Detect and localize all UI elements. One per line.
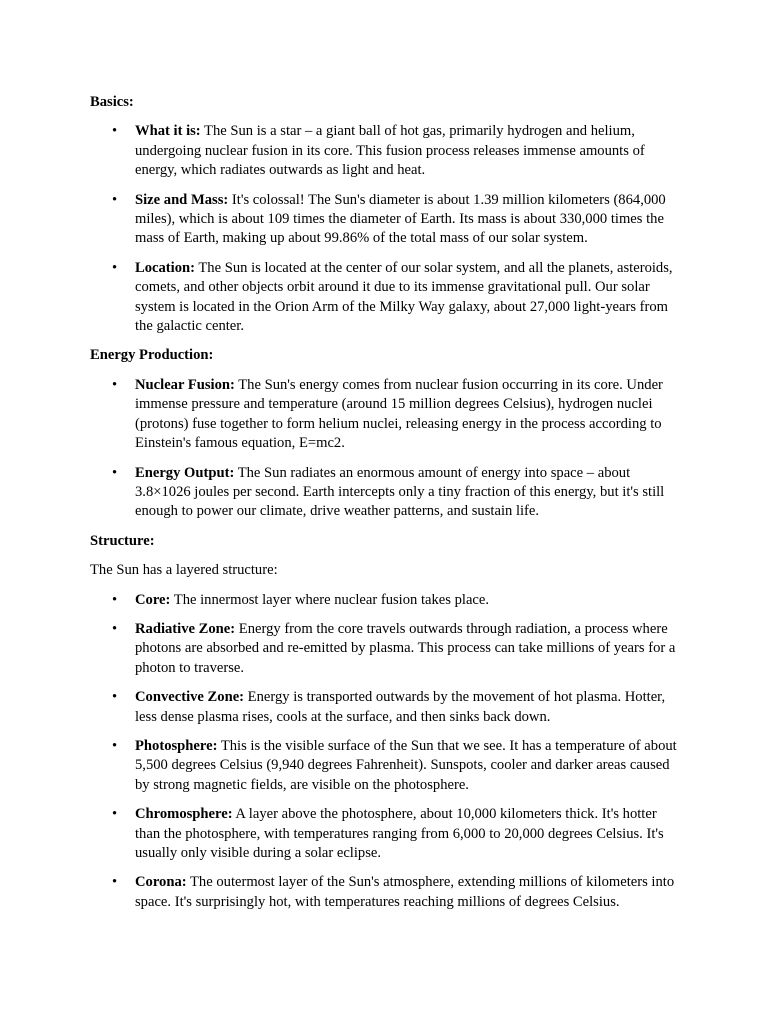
item-text: Energy from the core travels outwards through radiation, a process where photons are absorbed and re-emitted by plasma. This process can take millions of years for a photon to traverse. — [135, 620, 676, 676]
list-item — [90, 191, 680, 249]
item-text: A layer above the photosphere, about 10,000 kilometers thick. It's hotter than the photosphere, with temperatures ranging from 6,000 to 20,000 degrees Celsius. It's usually only visible during a solar eclipse. — [135, 806, 664, 861]
item-text: It's colossal! The Sun's diameter is about 1.39 million kilometers (864,000 miles), which is about 109 times the diameter of Earth. Its mass is about 330,000 times the mass of Earth, making up about 99.86% of the total mass of our solar system. — [135, 191, 666, 247]
item-text: The Sun is a star – a giant ball of hot gas, primarily hydrogen and helium, undergoing nuclear fusion in its core. This fusion process releases immense amounts of energy, which radiates outwards as light and heat. — [135, 123, 645, 179]
item-text: The Sun is located at the center of our solar system, and all the planets, asteroids, comets, and other objects orbit around it due to its immense gravitational pull. Our solar system is located in the Orion Arm of the Milky Way galaxy, about 27,000 light-years from the galactic center. — [135, 259, 673, 335]
item-text: The Sun radiates an enormous amount of energy into space – about 3.8×1026 joules per second. Earth intercepts only a tiny fraction of this energy, but it's still enough to power our climate, drive weather patterns, and sustain life. — [135, 464, 665, 520]
section-intro: The Sun has a layered structure: — [90, 562, 278, 579]
item-term: Energy Output: — [135, 464, 235, 481]
bullet-icon: • — [112, 806, 118, 823]
section-basics — [90, 93, 680, 336]
item-term: Chromosphere: — [135, 806, 233, 823]
bullet-list — [90, 122, 680, 336]
bullet-icon: • — [112, 874, 118, 891]
section-heading: Structure: — [90, 532, 155, 549]
list-item — [90, 376, 680, 454]
bullet-icon: • — [112, 464, 118, 481]
bullet-icon: • — [112, 620, 118, 637]
bullet-list — [90, 376, 680, 522]
section-heading: Basics: — [90, 94, 134, 110]
item-text: Energy is transported outwards by the movement of hot plasma. Hotter, less dense plasma rises, cools at the surface, and then sinks back down. — [135, 689, 666, 725]
bullet-icon: • — [112, 591, 118, 608]
document-body — [90, 93, 680, 922]
list-item — [90, 737, 680, 795]
bullet-icon: • — [112, 689, 118, 706]
list-item — [90, 259, 680, 337]
item-term: Size and Mass: — [135, 191, 229, 208]
item-text: This is the visible surface of the Sun that we see. It has a temperature of about 5,500 degrees Celsius (9,940 degrees Fahrenheit). Sunspots, cooler and darker areas caused by strong magnetic fields, are visible on the photosphere. — [135, 737, 677, 793]
item-term: Nuclear Fusion: — [135, 376, 235, 393]
bullet-icon: • — [112, 376, 118, 393]
bullet-icon: • — [112, 737, 118, 754]
item-text: The innermost layer where nuclear fusion takes place. — [170, 591, 490, 608]
bullet-icon: • — [112, 191, 118, 208]
item-text: The outermost layer of the Sun's atmosphere, extending millions of kilometers into space. It's surprisingly hot, with temperatures reaching millions of degrees Celsius. — [135, 874, 675, 910]
bullet-icon: • — [112, 259, 118, 276]
section-energy-production — [90, 346, 680, 521]
item-term: Photosphere: — [135, 737, 218, 754]
list-item — [90, 688, 680, 727]
list-item — [90, 464, 680, 522]
section-structure — [90, 532, 680, 913]
bullet-list — [90, 591, 680, 913]
item-term: Convective Zone: — [135, 689, 245, 706]
item-term: Core: — [135, 591, 171, 608]
list-item — [90, 620, 680, 678]
item-term: Radiative Zone: — [135, 620, 236, 637]
item-term: Location: — [135, 259, 195, 276]
section-heading: Energy Production: — [90, 347, 214, 364]
list-item — [90, 805, 680, 863]
list-item — [90, 873, 680, 912]
list-item — [90, 122, 680, 180]
item-term: What it is: — [135, 123, 201, 140]
item-text: The Sun's energy comes from nuclear fusion occurring in its core. Under immense pressure and temperature (around 15 million degrees Celsius), hydrogen nuclei (protons) fuse together to form helium nuclei, releasing energy in the process according to Einstein's famous equation, E=mc2. — [135, 376, 663, 452]
item-term: Corona: — [135, 874, 187, 891]
list-item — [90, 591, 680, 610]
bullet-icon: • — [112, 123, 118, 140]
